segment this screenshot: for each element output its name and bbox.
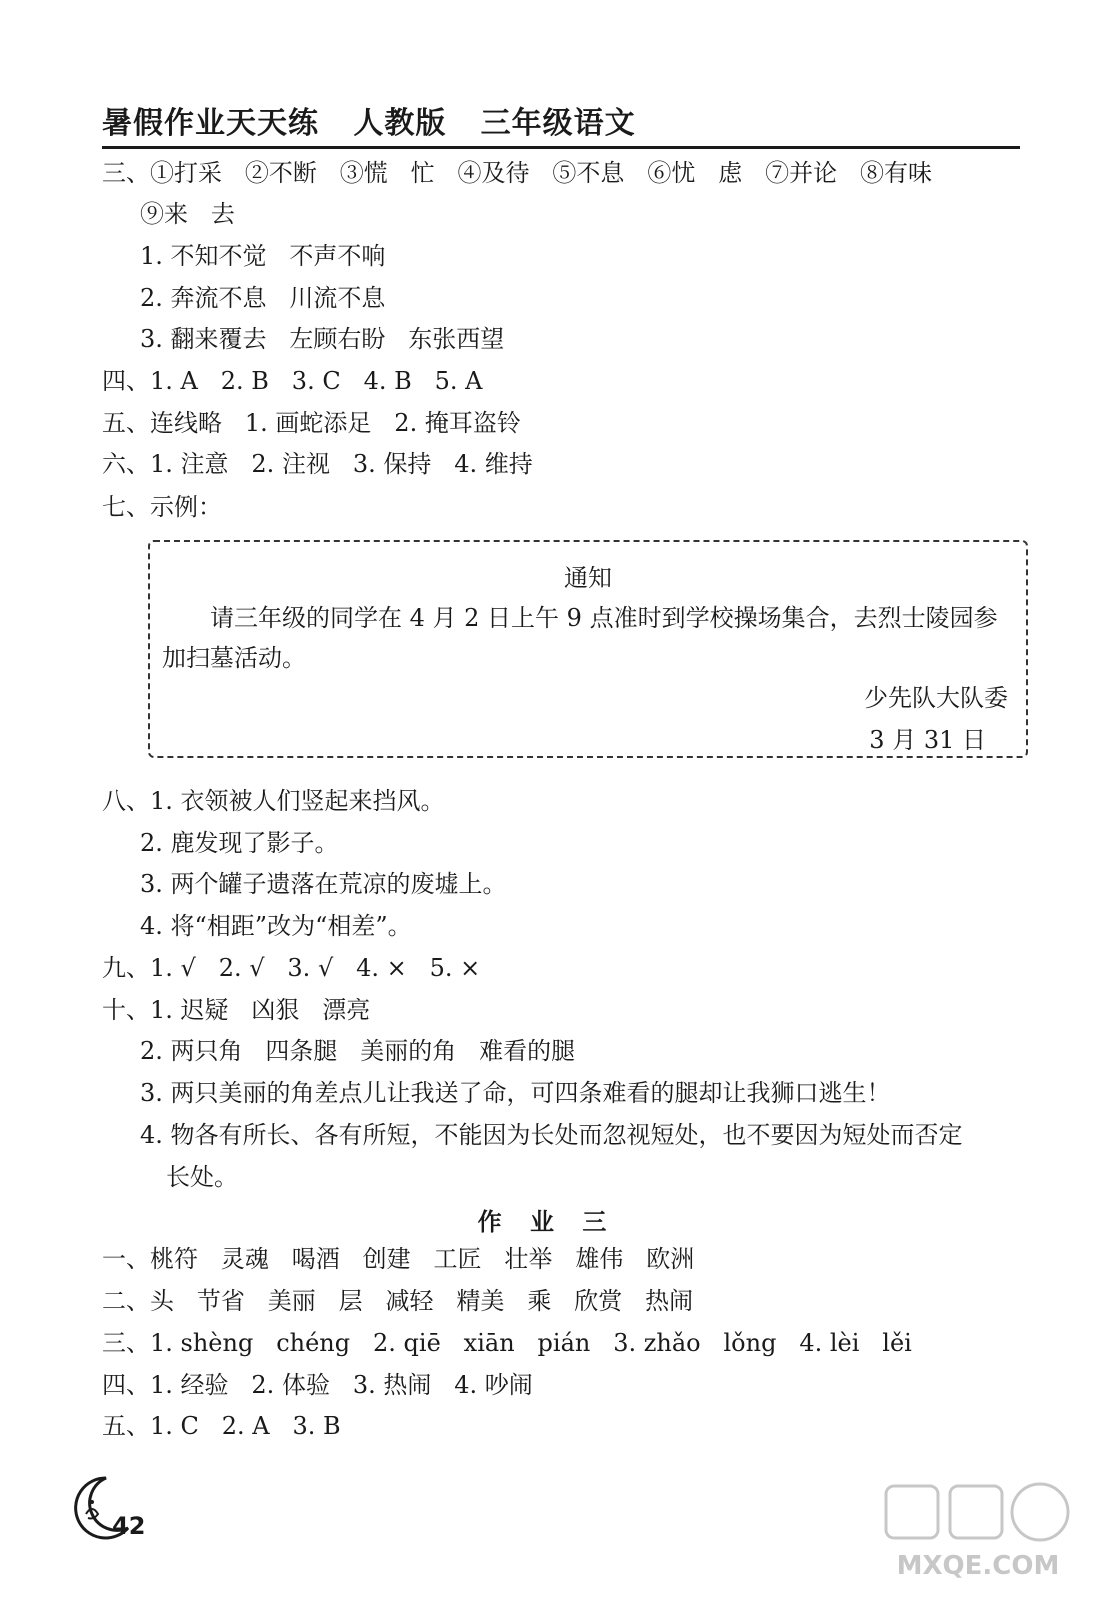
answer-line: ⑨来 去 [140, 200, 235, 228]
answer-line: 4. 将“相距”改为“相差”。 [140, 912, 412, 940]
header-title: 暑假作业天天练 人教版 三年级语文 [102, 106, 636, 141]
answer-line: 八、1. 衣领被人们竖起来挡风。 [102, 787, 445, 815]
answer-line: 3. 两个罐子遗落在荒凉的废墟上。 [140, 870, 507, 898]
notice-box [148, 540, 1028, 758]
answer-line: 二、头 节省 美丽 层 减轻 精美 乘 欣赏 热闹 [102, 1287, 694, 1315]
answer-line: 3. 两只美丽的角差点儿让我送了命，可四条难看的腿却让我狮口逃生！ [140, 1079, 891, 1107]
answer-line: 六、1. 注意 2. 注视 3. 保持 4. 维持 [102, 450, 533, 478]
answer-line: 三、1. shèng chéng 2. qiē xiān pián 3. zhǎo lǒng 4. lèi lěi [102, 1329, 912, 1357]
answer-line: 长处。 [166, 1163, 238, 1191]
answer-line: 1. 不知不觉 不声不响 [140, 242, 386, 270]
watermark-text: MXQE.COM [896, 1551, 1060, 1581]
answer-line: 一、桃符 灵魂 喝酒 创建 工匠 壮举 雄伟 欧洲 [102, 1245, 695, 1273]
notice-title: 通知 [564, 564, 612, 592]
site-watermark-logo [878, 1478, 1078, 1588]
notice-date: 3 月 31 日 [869, 726, 986, 754]
answer-line: 五、连线略 1. 画蛇添足 2. 掩耳盗铃 [102, 409, 521, 437]
answer-line: 四、1. 经验 2. 体验 3. 热闹 4. 吵闹 [102, 1371, 533, 1399]
answer-line: 2. 鹿发现了影子。 [140, 829, 339, 857]
notice-body: 请三年级的同学在 4 月 2 日上午 9 点准时到学校操场集合，去烈士陵园参加扫墓活动。 [162, 604, 998, 672]
header-rule [102, 146, 1020, 149]
answer-line: 2. 奔流不息 川流不息 [140, 284, 386, 312]
answer-line: 4. 物各有所长、各有所短，不能因为长处而忽视短处，也不要因为短处而否定 [140, 1121, 963, 1149]
answer-line: 三、①打采 ②不断 ③慌 忙 ④及待 ⑤不息 ⑥忧 虑 ⑦并论 ⑧有味 [102, 159, 932, 187]
answer-line: 九、1. √ 2. √ 3. √ 4. × 5. × [102, 954, 481, 982]
answer-line: 十、1. 迟疑 凶狠 漂亮 [102, 996, 371, 1024]
answer-line: 四、1. A 2. B 3. C 4. B 5. A [102, 367, 483, 395]
answer-line: 七、示例： [102, 493, 222, 521]
notice-signature: 少先队大队委 [864, 684, 1008, 712]
page-number: 42 [112, 1512, 146, 1540]
answer-line: 五、1. C 2. A 3. B [102, 1412, 341, 1440]
answer-line: 2. 两只角 四条腿 美丽的角 难看的腿 [140, 1037, 576, 1065]
answer-line: 3. 翻来覆去 左顾右盼 东张西望 [140, 325, 505, 353]
section-heading: 作 业 三 [477, 1208, 617, 1236]
